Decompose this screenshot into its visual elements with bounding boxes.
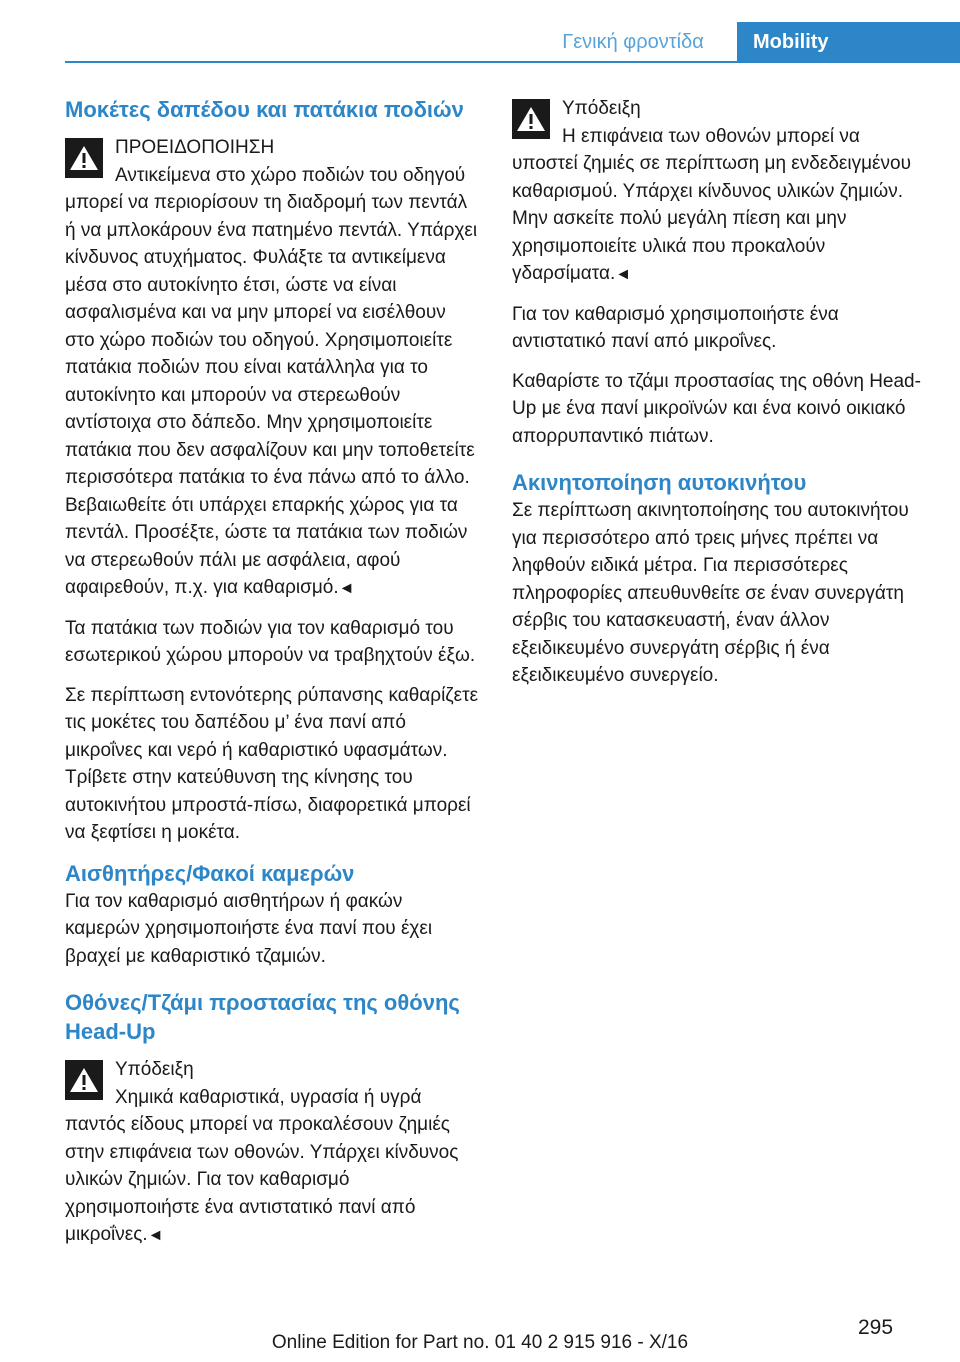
notice-title: Υπόδειξη bbox=[562, 98, 641, 119]
right-column bbox=[512, 95, 927, 702]
paragraph: Για τον καθαρισμό αισθητήρων ή φακών καμερών χρησιμοποιήστε ένα πανί που έχει βραχεί με καθαριστικό τζαμιών. bbox=[65, 890, 433, 967]
footer-edition: Online Edition for Part no. 01 40 2 915 916 - X/16 bbox=[271, 1332, 689, 1353]
end-mark: ◄ bbox=[615, 266, 632, 283]
warning-block-floor-mats bbox=[65, 134, 480, 603]
paragraph: Σε περίπτωση ακινητοποίησης του αυτοκινήτου για περισσότερο από τρεις μήνες πρέπει να ληφθούν ειδικά μέτρα. Για περισσότερες πληροφορίες απευθυνθείτε σε έναν συνεργάτη σέρβις του κατασκευαστή, έναν άλλον εξειδικευμένο συνεργάτη σέρβις ή ένα εξειδικευμένο συνεργείο. bbox=[512, 500, 909, 686]
paragraph: Για τον καθαρισμό χρησιμοποιήστε ένα αντιστατικό πανί από μικροΐνες. bbox=[512, 303, 839, 352]
page-number: 295 bbox=[858, 1316, 894, 1339]
notice-title: Υπόδειξη bbox=[115, 1059, 194, 1080]
paragraph: Καθαρίστε το τζάμι προστασίας της οθόνη Head-Up με ένα πανί μικροϊνών και ένα κοινό οικιακό απορρυπαντικό πιάτων. bbox=[512, 370, 921, 447]
heading-floor-mats: Μοκέτες δαπέδου και πατάκια ποδιών bbox=[65, 97, 464, 122]
end-mark: ◄ bbox=[147, 1227, 164, 1244]
warning-triangle-icon bbox=[65, 138, 103, 178]
paragraph: Σε περίπτωση εντονότερης ρύπανσης καθαρίζετε τις μοκέτες του δαπέδου μ’ ένα πανί από μικροΐνες και νερό ή καθαριστικό υφασμάτων. Τρίβετε στην κατεύθυνση της κίνησης του αυτοκινήτου μπροστά-πίσω, διαφορετικά μπορεί να ξεφτίσει η μοκέτα. bbox=[65, 684, 479, 843]
notice-block-screen-surface bbox=[512, 95, 927, 289]
heading-vehicle-storage: Ακινητοποίηση αυτοκινήτου bbox=[512, 470, 807, 495]
warning-triangle-icon bbox=[65, 1060, 103, 1100]
notice-text: Η επιφάνεια των οθονών μπορεί να υποστεί ζημιές σε περίπτωση μη ενδεδειγμένου καθαρισμού. Υπάρχει κίνδυνος υλικών ζημιών. Μην ασκείτε πολύ μεγάλη πίεση και μην χρησιμοποιείτε υλικά που προκαλούν γδαρσίματα. bbox=[512, 125, 911, 284]
heading-sensors-cameras: Αισθητήρες/Φακοί καμερών bbox=[65, 860, 355, 886]
header-rule bbox=[65, 61, 960, 63]
left-column bbox=[65, 95, 480, 1262]
warning-triangle-icon bbox=[512, 99, 550, 139]
page-header bbox=[0, 22, 960, 62]
chapter-tab-mobility: Mobility bbox=[737, 22, 960, 62]
heading-displays-head-up: Οθόνες/Τζάμι προστασίας της οθόνης Head-Up bbox=[65, 990, 460, 1044]
warning-title: ΠΡΟΕΙΔΟΠΟΙΗΣΗ bbox=[115, 137, 275, 158]
paragraph: Τα πατάκια των ποδιών για τον καθαρισμό του εσωτερικού χώρου μπορούν να τραβηχτούν έξω. bbox=[65, 617, 476, 666]
end-mark: ◄ bbox=[338, 580, 355, 597]
section-tab-general-care: Γενική φροντίδα bbox=[562, 31, 704, 53]
notice-block-displays bbox=[65, 1056, 480, 1250]
warning-text: Αντικείμενα στο χώρο ποδιών του οδηγού μπορεί να περιορίσουν τη διαδρομή των πεντάλ ή να μπλοκάρουν ένα πατημένο πεντάλ. Υπάρχει κίνδυνος ατυχήματος. Φυλάξτε τα αντικείμενα μέσα στο αυτοκίνητο έτσι, ώστε να είναι ασφαλισμένα και να μην μπορεί να εισέλθουν στο χώρο ποδιών του οδηγού. Χρησιμοποιείτε πατάκια ποδιών που είναι κατάλληλα για το αυτοκίνητο και μπορούν να στερεωθούν αντίστοιχα στο δάπεδο. Μην χρησιμοποιείτε πατάκια που δεν ασφαλίζουν και μην τοποθετείτε περισσότερα πατάκια το ένα πάνω από το άλλο. Βεβαιωθείτε ότι υπάρχει επαρκής χώρος για τα πεντάλ. Προσέξτε, ώστε τα πατάκια των ποδιών να στερεωθούν πάλι με ασφάλεια, αφού αφαιρεθούν, π.χ. για καθαρισμό. bbox=[65, 164, 478, 598]
notice-text: Χημικά καθαριστικά, υγρασία ή υγρά παντός είδους μπορεί να προκαλέσουν ζημιές στην επιφάνεια των οθονών. Υπάρχει κίνδυνος υλικών ζημιών. Για τον καθαρισμό χρησιμοποιήστε ένα αντιστατικό πανί από μικροΐνες. bbox=[65, 1086, 459, 1245]
